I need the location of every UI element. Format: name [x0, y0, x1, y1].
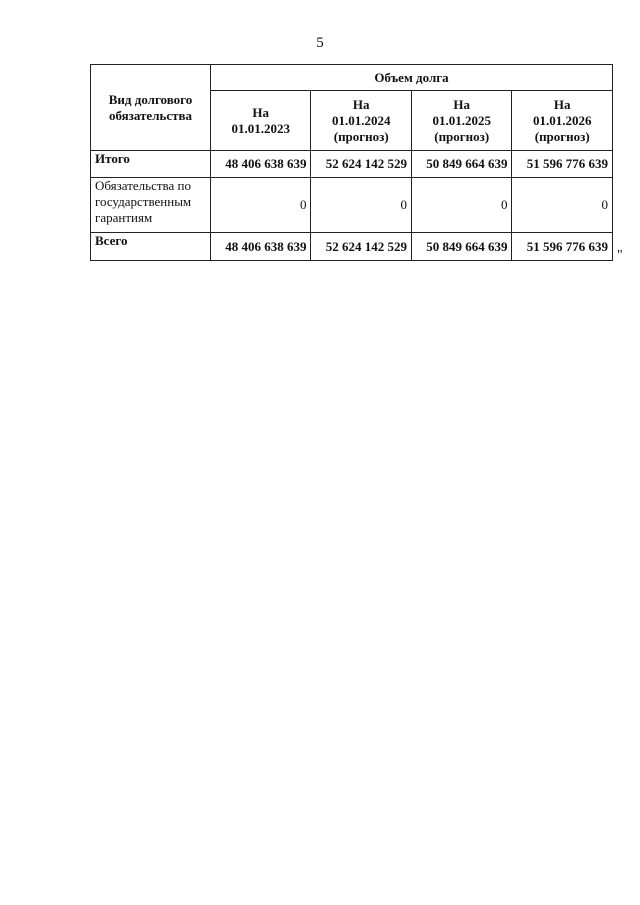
table-row-sum: [91, 233, 613, 261]
cell-value: 52 624 142 529: [311, 233, 412, 261]
cell-value: 0: [311, 178, 412, 233]
cell-value: 51 596 776 639: [512, 233, 613, 261]
row-label: Итого: [91, 151, 211, 178]
header-debt-volume: Объем долга: [210, 65, 612, 91]
cell-value: 51 596 776 639: [512, 151, 613, 178]
cell-value: 52 624 142 529: [311, 151, 412, 178]
header-date-2025: На 01.01.2025 (прогноз): [411, 91, 512, 151]
debt-table: [90, 64, 613, 261]
page-number: 5: [316, 35, 324, 51]
header-date-2023: На 01.01.2023: [210, 91, 311, 151]
table-row-total: [91, 151, 613, 178]
header-date-2024: На 01.01.2024 (прогноз): [311, 91, 412, 151]
cell-value: 48 406 638 639: [210, 233, 311, 261]
cell-value: 48 406 638 639: [210, 151, 311, 178]
cell-value: 50 849 664 639: [411, 151, 512, 178]
cell-value: 0: [411, 178, 512, 233]
closing-quote: ": [617, 248, 623, 263]
cell-value: 0: [210, 178, 311, 233]
row-label: Обязательства по государственным гарантиям: [91, 178, 211, 233]
header-date-2026: На 01.01.2026 (прогноз): [512, 91, 613, 151]
table-row-guarantees: [91, 178, 613, 233]
cell-value: 0: [512, 178, 613, 233]
row-label: Всего: [91, 233, 211, 261]
cell-value: 50 849 664 639: [411, 233, 512, 261]
header-debt-type: Вид долгового обязательства: [91, 65, 211, 151]
